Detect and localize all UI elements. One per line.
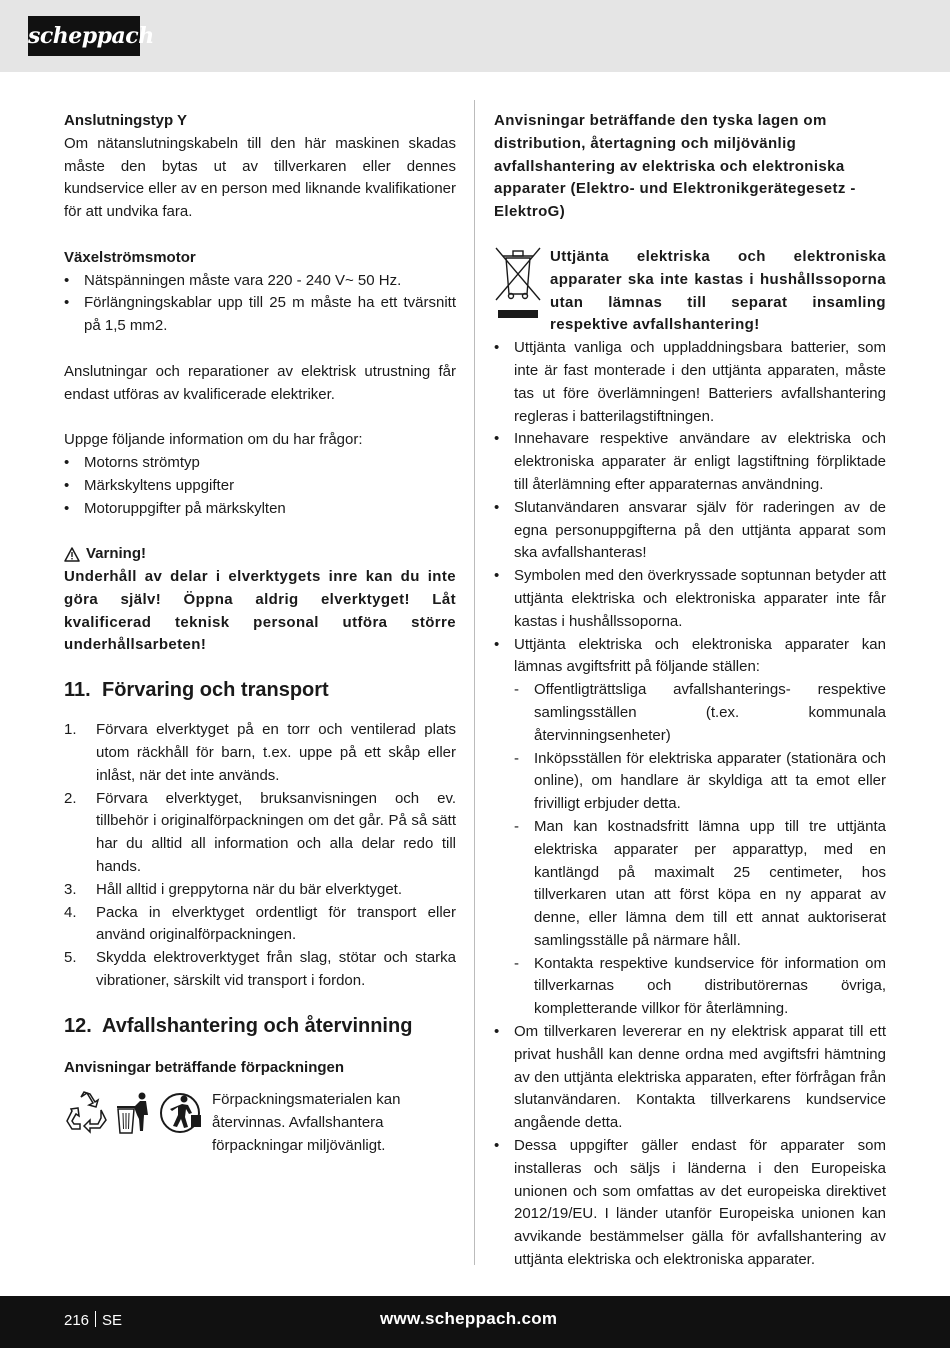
ac-motor-title: Växelströmsmotor	[64, 248, 196, 266]
repair-text: Anslutningar och reparationer av elektrisk utrustning får endast utföras av kvalificerade elektriker.	[64, 362, 456, 403]
crossed-bin-icon	[494, 246, 542, 324]
list-item: • Förlängningskablar upp till 25 m måste ha ett tvärsnitt på 1,5 mm2.	[64, 292, 456, 338]
left-column	[64, 110, 456, 1158]
list-item: 2. Förvara elverktyget, bruksanvisningen och ev. tillbehör i originalförpackningen om det går. På så sätt har du alltid all information och alla delar redo till hands.	[64, 789, 456, 875]
right-column	[494, 110, 886, 1272]
weee-symbol	[494, 246, 550, 337]
list-item: • Dessa uppgifter gäller endast för apparater som installeras och säljs i länderna i den Europeiska unionen och som omfattas av det europeiska direktivet 2012/19/EU. I länder utanför Europeiska unionen kan avvikande bestämmelser gälla för avfallshantering av uttjänta elektriska och elektroniska apparater.	[494, 1135, 886, 1272]
list-item: - Offentligträttsliga avfallshanterings- respektive samlingsställen (t.ex. kommunala återvinningsenheter)	[514, 679, 886, 747]
section-11-heading: 11. Förvaring och transport	[64, 679, 329, 702]
section-12-heading: 12. Avfallshantering och återvinning	[64, 1014, 413, 1037]
list-item: - Man kan kostnadsfritt lämna upp till tre uttjänta elektriska apparater per apparattyp, med en kantlängd på maximalt 25 centimeter, hos tillverkaren utan att först köpa en ny apparat av denne, eller lämna dem till ett annat auktoriserat samlingsställe på närmare håll.	[514, 816, 886, 953]
list-item: 3. Håll alltid i greppytorna när du bär elverktyget.	[64, 880, 402, 898]
packaging-icons	[64, 1089, 212, 1157]
list-item: • Märkskyltens uppgifter	[64, 475, 456, 498]
connection-type-text: Om nätanslutningskabeln till den här maskinen skadas måste den bytas ut av tillverkaren eller dennes kundservice eller av en person med liknande kvalifikationer för att undvika fara.	[64, 134, 456, 221]
list-item: • Uttjänta elektriska och elektroniska apparater kan lämnas avgiftsfritt på följande ställen: - Offentligträttsliga avfallshanterings- respektive samlingsställen (t.ex. kommunala återvinningsenheter) - Inköpsställen för elektriska apparater (stationära och online), om handlare är skyldiga att ta emot eller frivilligt erbjuder detta. - Man kan kostnadsfritt lämna upp till tre uttjänta elektriska apparater per apparattyp, med en kantlängd på maximalt 25 centimeter, hos tillverkaren utan att först köpa en ny apparat av denne, eller lämna dem till ett annat auktoriserat samlingsställe på närmare håll. - Kontakta respektive kundservice för information om tillverkarnas och distributörernas övriga, kompletterande villkor för återlämning.	[494, 634, 886, 1022]
recycle-icon	[64, 1091, 110, 1135]
list-item: • Om tillverkaren levererar en ny elektrisk apparat till ett privat hushåll kan denne ordna med avgiftsfri hämtning av den uttjänta elektriska apparaten, efter förfrågan från slutanvändaren. Kontakta tillverkarens kundservice angående detta.	[494, 1021, 886, 1135]
list-item: 1. Förvara elverktyget på en torr och ventilerad plats utom räckhåll för barn, t.ex. uppe på ett skåp eller inlåst, när det inte används.	[64, 721, 456, 784]
packaging-block	[64, 1089, 456, 1157]
column-divider	[474, 100, 475, 1265]
list-item: • Motoruppgifter på märkskylten	[64, 498, 456, 521]
warning-text: Underhåll av delar i elverktygets inre kan du inte göra själv! Öppna aldrig elverktyget! Låt kvalificerad teknisk personal utföra större underhållsarbeten!	[64, 567, 456, 654]
list-item: • Slutanvändaren ansvarar själv för raderingen av de egna personuppgifterna på den uttjänta apparat som ska avfallshanteras!	[494, 497, 886, 565]
list-item: 4. Packa in elverktyget ordentligt för transport eller använd originalförpackningen.	[64, 903, 456, 944]
list-item: • Symbolen med den överkryssade soptunnan betyder att uttjänta elektriska och elektroniska apparater inte får kastas i hushållssoporna.	[494, 565, 886, 633]
language-code: SE	[102, 1312, 123, 1329]
page-header	[0, 0, 950, 72]
list-item: - Kontakta respektive kundservice för information om tillverkarnas och distributörernas övriga, kompletterande villkor för återlämning.	[514, 953, 886, 1021]
ac-motor-list	[64, 270, 456, 338]
brand-logo: scheppach	[28, 16, 140, 56]
law-title: Anvisningar beträffande den tyska lagen om distribution, återtagning och miljövänlig avfallshantering av elektriska och elektroniska apparater (Elektro- und Elektronikgerätegesetz - ElektroG)	[494, 112, 856, 221]
weee-block	[494, 246, 886, 337]
list-item: - Inköpsställen för elektriska apparater (stationära och online), om handlare är skyldiga att ta emot eller frivilligt erbjuder detta.	[514, 748, 886, 816]
list-item: • Motorns strömtyp	[64, 452, 456, 475]
list-item: • Innehavare respektive användare av elektriska och elektroniska apparater är enligt lagstiftning förpliktade till återlämning efter apparaternas användning.	[494, 428, 886, 496]
packaging-title: Anvisningar beträffande förpackningen	[64, 1058, 345, 1076]
weee-text: Uttjänta elektriska och elektroniska apparater ska inte kastas i hushållssoporna utan lämnas till separat insamling respektive avfallshantering!	[550, 247, 886, 334]
warning-heading	[64, 543, 456, 566]
page-footer	[0, 1296, 950, 1348]
warning-title: Varning!	[86, 545, 147, 563]
list-item: 5. Skydda elektroverktyget från slag, stötar och starka vibrationer, särskilt vid transport i fordon.	[64, 949, 456, 989]
list-item: • Nätspänningen måste vara 220 - 240 V~ 50 Hz.	[64, 270, 456, 293]
return-points-list	[514, 679, 886, 1021]
list-item: • Uttjänta vanliga och uppladdningsbara batterier, som inte är fast monterade i den uttjänta apparaten, måste tas ut före överlämningen! Batteriers avfallshantering regleras i batterilagstiftningen.	[494, 337, 886, 428]
connection-type-title: Anslutningstyp Y	[64, 112, 188, 129]
packaging-text: Förpackningsmaterialen kan återvinnas. Avfallshantera förpackningar miljövänligt.	[212, 1091, 401, 1155]
website-link[interactable]: www.scheppach.com	[380, 1309, 558, 1328]
storage-list	[64, 719, 456, 993]
trash-bin-icon	[116, 1091, 152, 1135]
warning-triangle-icon	[64, 547, 80, 562]
disposal-list	[494, 337, 886, 1272]
green-dot-icon	[158, 1091, 206, 1135]
info-intro: Uppge följande information om du har frågor:	[64, 431, 363, 449]
info-list	[64, 452, 456, 520]
page-number: 216 SE	[64, 1312, 123, 1329]
